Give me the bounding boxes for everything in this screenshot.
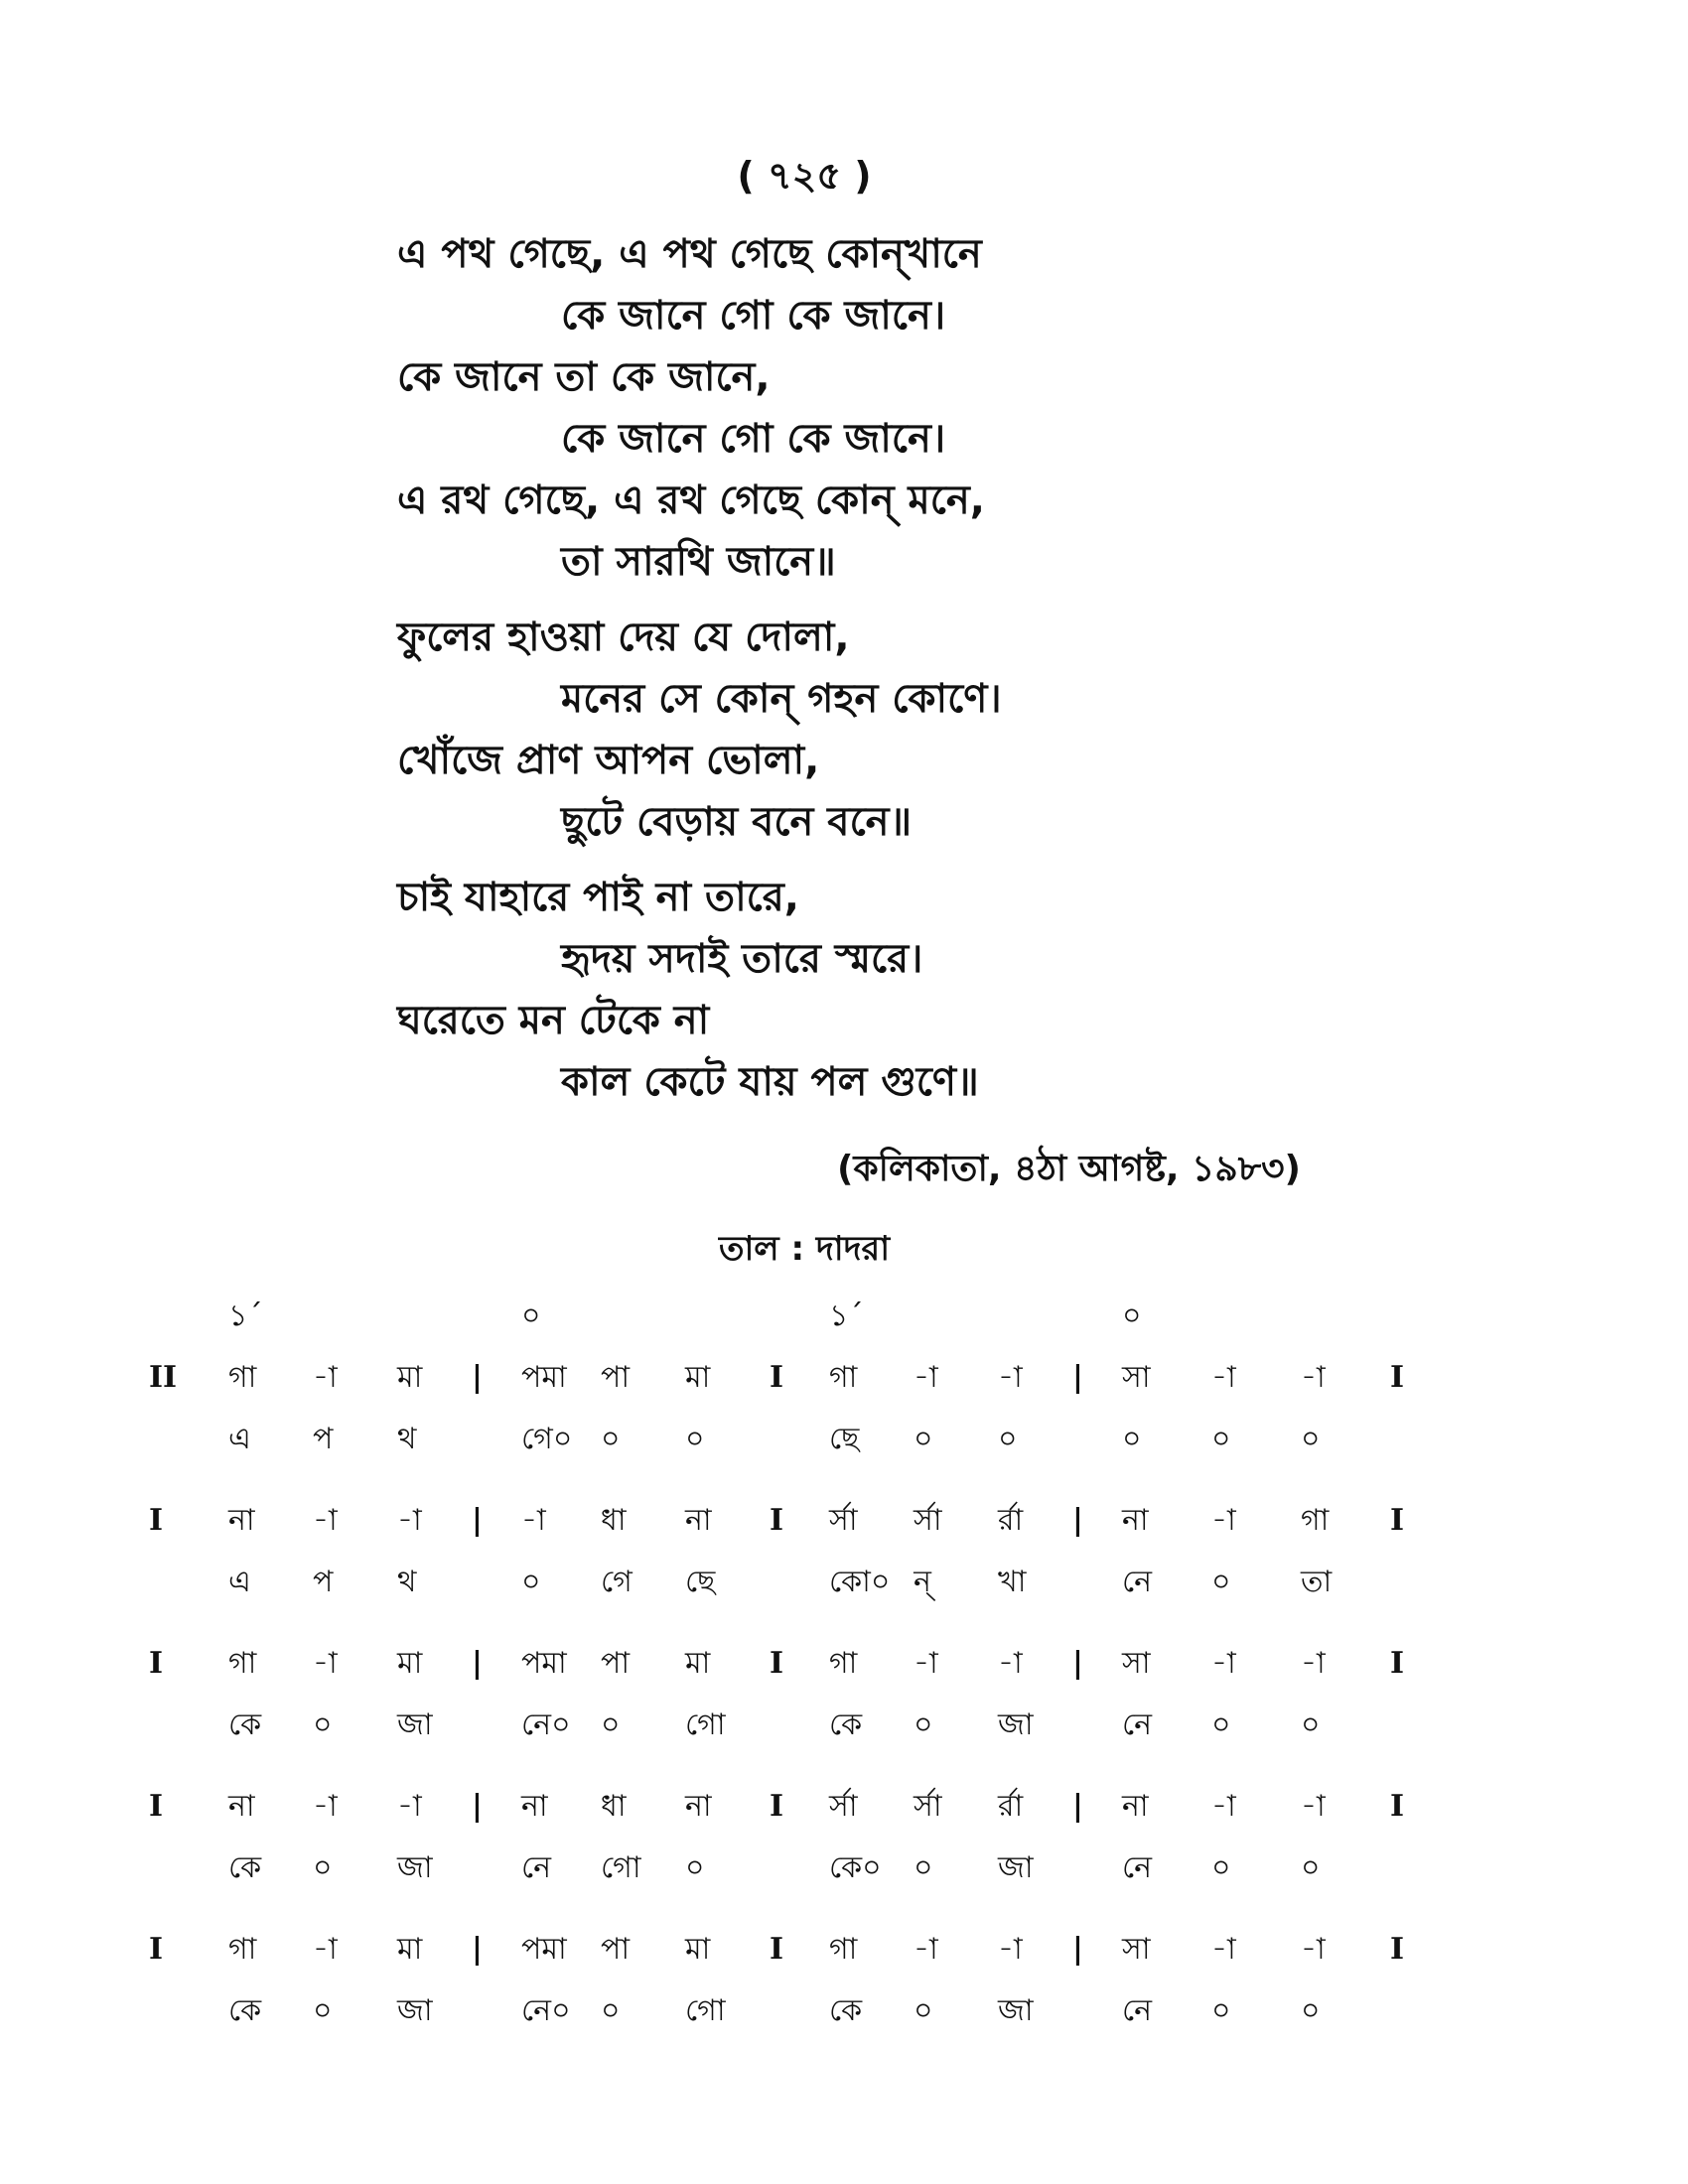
note-cell: গা — [1301, 1503, 1330, 1538]
note-cell: -া — [1211, 1646, 1236, 1681]
row-gap — [770, 1613, 829, 1633]
row-gap — [1211, 1899, 1301, 1919]
row-gap — [998, 1613, 1072, 1633]
syllable-cell — [1390, 1838, 1450, 1899]
note-cell: মা — [685, 1646, 711, 1681]
syllable-cell: ০ — [1301, 1422, 1321, 1456]
note-cell: -া — [1301, 1360, 1326, 1395]
syllable-cell: কে — [228, 1993, 262, 2028]
row-gap — [1072, 1756, 1122, 1776]
spacer — [1301, 1286, 1390, 1347]
bar-line: | — [472, 1789, 483, 1824]
stanza — [397, 223, 1390, 593]
syllable-cell: ০ — [914, 1850, 933, 1885]
syllable-cell — [472, 1552, 521, 1613]
syllable-cell — [770, 1552, 829, 1613]
syllable-cell — [770, 1695, 829, 1756]
row-gap — [397, 1613, 472, 1633]
syllable-cell: ০ — [601, 1422, 621, 1456]
syllable-cell: ০ — [601, 1993, 621, 2028]
syllable-cell — [770, 1838, 829, 1899]
syllable-cell: ০ — [1211, 1850, 1231, 1885]
lyric-line: কাল কেটে যায় পল গুণে॥ — [561, 1059, 979, 1105]
row-gap — [998, 1470, 1072, 1490]
beat-marker: ১´ — [829, 1298, 864, 1333]
syllable-cell: ০ — [914, 1422, 933, 1456]
syllable-cell — [149, 1552, 228, 1613]
syllable-cell: ০ — [685, 1850, 705, 1885]
syllable-cell: কে — [829, 1707, 863, 1742]
row-gap — [521, 1756, 601, 1776]
row-gap — [601, 1613, 685, 1633]
notation-grid — [149, 1286, 1450, 2042]
date-line: (কলিকাতা, ৪ঠা আগষ্ট, ১৯৮৩) — [837, 1149, 1301, 1189]
syllable-cell — [149, 1409, 228, 1470]
bar-line: I — [770, 1932, 784, 1967]
note-cell: মা — [397, 1360, 423, 1395]
syllable-cell: ০ — [1211, 1993, 1231, 2028]
spacer — [601, 1286, 685, 1347]
bar-line: | — [472, 1646, 483, 1681]
note-cell: -া — [313, 1646, 338, 1681]
row-gap — [521, 1899, 601, 1919]
syllable-cell: কো০ — [829, 1565, 891, 1599]
spacer — [1390, 1286, 1450, 1347]
row-gap — [228, 1470, 313, 1490]
row-gap — [914, 1613, 998, 1633]
syllable-cell — [472, 1838, 521, 1899]
note-cell: গা — [228, 1360, 257, 1395]
row-gap — [1390, 1613, 1450, 1633]
row-gap — [228, 1756, 313, 1776]
note-cell: না — [1122, 1503, 1149, 1538]
syllable-cell: থ — [397, 1422, 417, 1456]
note-cell: ধা — [601, 1503, 627, 1538]
stanza — [397, 867, 1390, 1113]
bar-line: I — [149, 1789, 164, 1824]
lyric-line: ফুলের হাওয়া দেয় যে দোলা, — [397, 614, 850, 660]
note-cell: গা — [228, 1932, 257, 1967]
note-cell: -া — [998, 1360, 1023, 1395]
spacer — [1211, 1286, 1301, 1347]
bar-line: | — [1072, 1932, 1083, 1967]
row-gap — [829, 1470, 914, 1490]
lyric-line: এ পথ গেছে, এ পথ গেছে কোন্‌খানে — [397, 231, 982, 277]
note-cell: র্সা — [829, 1503, 858, 1538]
syllable-cell: জা — [998, 1707, 1034, 1742]
row-gap — [1211, 1756, 1301, 1776]
row-gap — [998, 1756, 1072, 1776]
syllable-cell: ছে — [685, 1565, 716, 1599]
row-gap — [685, 1899, 770, 1919]
note-cell: -া — [1211, 1360, 1236, 1395]
row-gap — [601, 1899, 685, 1919]
lyric-line: তা সারথি জানে॥ — [561, 539, 836, 585]
row-gap — [829, 1899, 914, 1919]
syllable-cell — [1390, 1695, 1450, 1756]
note-cell: -া — [1211, 1503, 1236, 1538]
syllable-cell — [770, 1409, 829, 1470]
note-cell: -া — [1301, 1789, 1326, 1824]
note-cell: পমা — [521, 1360, 567, 1395]
note-cell: -া — [313, 1789, 338, 1824]
row-gap — [397, 1756, 472, 1776]
row-gap — [685, 1470, 770, 1490]
note-cell: না — [685, 1789, 712, 1824]
beat-marker: ১´ — [228, 1298, 263, 1333]
syllable-cell: ০ — [1301, 1707, 1321, 1742]
row-gap — [1122, 1470, 1211, 1490]
syllable-cell — [472, 1409, 521, 1470]
row-gap — [685, 1613, 770, 1633]
syllable-cell: গো — [601, 1850, 641, 1885]
lyric-line: চাই যাহারে পাই না তারে, — [397, 875, 799, 920]
syllable-cell — [1072, 1838, 1122, 1899]
syllable-cell: প — [313, 1422, 334, 1456]
row-gap — [601, 1756, 685, 1776]
bar-line: I — [1390, 1789, 1405, 1824]
syllable-cell: গো — [685, 1993, 726, 2028]
syllable-cell: ০ — [1301, 1993, 1321, 2028]
row-gap — [1211, 1613, 1301, 1633]
syllable-cell: কে — [829, 1993, 863, 2028]
syllable-cell: এ — [228, 1565, 251, 1599]
syllable-cell: নে — [1122, 1565, 1153, 1599]
row-gap — [397, 1899, 472, 1919]
note-cell: পা — [601, 1360, 631, 1395]
bar-line: | — [1072, 1503, 1083, 1538]
note-cell: ধা — [601, 1789, 627, 1824]
row-gap — [998, 1899, 1072, 1919]
note-cell: গা — [228, 1646, 257, 1681]
syllable-cell: নে — [1122, 1707, 1153, 1742]
note-cell: -া — [914, 1932, 938, 1967]
bar-line: I — [149, 1932, 164, 1967]
syllable-cell: গো — [685, 1707, 726, 1742]
syllable-cell: ০ — [313, 1993, 333, 2028]
note-cell: সা — [1122, 1932, 1151, 1967]
syllable-cell: ন্ — [914, 1565, 931, 1599]
row-gap — [914, 1470, 998, 1490]
note-cell: -া — [1301, 1646, 1326, 1681]
stanza — [397, 607, 1390, 853]
note-cell: মা — [685, 1360, 711, 1395]
note-cell: না — [228, 1503, 255, 1538]
lyric-line: এ রথ গেছে, এ রথ গেছে কোন্ মনে, — [397, 478, 985, 523]
row-gap — [397, 1470, 472, 1490]
note-cell: -া — [313, 1503, 338, 1538]
bar-line: I — [149, 1646, 164, 1681]
lyrics — [397, 223, 1390, 1127]
note-cell: গা — [829, 1932, 858, 1967]
row-gap — [228, 1613, 313, 1633]
syllable-cell — [149, 1980, 228, 2042]
row-gap — [521, 1470, 601, 1490]
row-gap — [770, 1756, 829, 1776]
syllable-cell: নে — [1122, 1993, 1153, 2028]
note-cell: গা — [829, 1646, 858, 1681]
row-gap — [829, 1756, 914, 1776]
row-gap — [1301, 1899, 1390, 1919]
syllable-cell: প — [313, 1565, 334, 1599]
syllable-cell — [1072, 1695, 1122, 1756]
syllable-cell: জা — [397, 1993, 433, 2028]
note-cell: -া — [313, 1932, 338, 1967]
row-gap — [1301, 1613, 1390, 1633]
syllable-cell — [1390, 1980, 1450, 2042]
row-gap — [1301, 1470, 1390, 1490]
note-cell: র্সা — [914, 1789, 942, 1824]
syllable-cell — [1390, 1552, 1450, 1613]
row-gap — [472, 1613, 521, 1633]
syllable-cell: তা — [1301, 1565, 1333, 1599]
row-gap — [228, 1899, 313, 1919]
note-cell: পমা — [521, 1932, 567, 1967]
note-cell: র্রা — [998, 1503, 1024, 1538]
note-cell: সা — [1122, 1360, 1151, 1395]
bar-line: I — [1390, 1360, 1405, 1395]
spacer — [472, 1286, 521, 1347]
syllable-cell — [1072, 1552, 1122, 1613]
bar-line: | — [472, 1360, 483, 1395]
syllable-cell: ০ — [1211, 1422, 1231, 1456]
note-cell: -া — [914, 1646, 938, 1681]
syllable-cell: কে০ — [829, 1850, 882, 1885]
syllable-cell: গে — [601, 1565, 633, 1599]
note-cell: -া — [521, 1503, 546, 1538]
note-cell: মা — [397, 1646, 423, 1681]
lyric-line: খোঁজে প্রাণ আপন ভোলা, — [397, 738, 820, 783]
syllable-cell: জা — [998, 1850, 1034, 1885]
syllable-cell: ০ — [521, 1565, 541, 1599]
bar-line: | — [1072, 1360, 1083, 1395]
spacer — [1072, 1286, 1122, 1347]
row-gap — [1122, 1613, 1211, 1633]
row-gap — [829, 1613, 914, 1633]
row-gap — [1390, 1470, 1450, 1490]
row-gap — [149, 1613, 228, 1633]
bar-line: | — [1072, 1789, 1083, 1824]
lyric-line: কে জানে তা কে জানে, — [397, 354, 771, 400]
row-gap — [914, 1899, 998, 1919]
syllable-cell: ০ — [685, 1422, 705, 1456]
syllable-cell: ছে — [829, 1422, 860, 1456]
note-cell: পা — [601, 1646, 631, 1681]
syllable-cell: নে — [1122, 1850, 1153, 1885]
note-cell: -া — [1211, 1789, 1236, 1824]
syllable-cell: ০ — [1211, 1565, 1231, 1599]
syllable-cell — [149, 1838, 228, 1899]
row-gap — [313, 1756, 397, 1776]
row-gap — [1390, 1756, 1450, 1776]
bar-line: I — [770, 1360, 784, 1395]
row-gap — [1072, 1899, 1122, 1919]
syllable-cell: ০ — [601, 1707, 621, 1742]
note-cell: সা — [1122, 1646, 1151, 1681]
syllable-cell: গে০ — [521, 1422, 573, 1456]
syllable-cell: ০ — [998, 1422, 1018, 1456]
syllable-cell — [770, 1980, 829, 2042]
syllable-cell — [472, 1980, 521, 2042]
note-cell: -া — [1301, 1932, 1326, 1967]
bar-line: | — [472, 1932, 483, 1967]
syllable-cell: জা — [397, 1707, 433, 1742]
note-cell: মা — [397, 1932, 423, 1967]
row-gap — [1122, 1756, 1211, 1776]
note-cell: -া — [397, 1503, 422, 1538]
note-cell: না — [228, 1789, 255, 1824]
bar-line: I — [770, 1646, 784, 1681]
spacer — [770, 1286, 829, 1347]
row-gap — [685, 1756, 770, 1776]
row-gap — [1211, 1470, 1301, 1490]
row-gap — [149, 1899, 228, 1919]
bar-line: | — [472, 1503, 483, 1538]
note-cell: -া — [1211, 1932, 1236, 1967]
spacer — [149, 1286, 228, 1347]
syllable-cell — [149, 1695, 228, 1756]
syllable-cell: কে — [228, 1850, 262, 1885]
row-gap — [472, 1756, 521, 1776]
row-gap — [1122, 1899, 1211, 1919]
row-gap — [149, 1470, 228, 1490]
note-cell: মা — [685, 1932, 711, 1967]
syllable-cell — [1390, 1409, 1450, 1470]
note-cell: -া — [998, 1646, 1023, 1681]
note-cell: -া — [313, 1360, 338, 1395]
row-gap — [521, 1613, 601, 1633]
lyric-line: মনের সে কোন্ গহন কোণে। — [561, 676, 1002, 722]
note-cell: না — [521, 1789, 548, 1824]
syllable-cell: নে — [521, 1850, 552, 1885]
row-gap — [472, 1899, 521, 1919]
bar-line: I — [770, 1503, 784, 1538]
bar-line: I — [770, 1789, 784, 1824]
syllable-cell: ০ — [1122, 1422, 1142, 1456]
syllable-cell: ০ — [313, 1707, 333, 1742]
row-gap — [149, 1756, 228, 1776]
syllable-cell — [1072, 1409, 1122, 1470]
syllable-cell: থ — [397, 1565, 417, 1599]
tala-heading: তাল : দাদরা — [718, 1229, 891, 1269]
spacer — [914, 1286, 998, 1347]
row-gap — [313, 1899, 397, 1919]
syllable-cell: এ — [228, 1422, 251, 1456]
bar-line: I — [149, 1503, 164, 1538]
bar-line: | — [1072, 1646, 1083, 1681]
lyric-line: ঘরেতে মন টেকে না — [397, 998, 710, 1043]
note-cell: গা — [829, 1360, 858, 1395]
note-cell: -া — [914, 1360, 938, 1395]
note-cell: পা — [601, 1932, 631, 1967]
bar-line: I — [1390, 1646, 1405, 1681]
page-number: ( ৭২৫ ) — [737, 154, 872, 198]
bar-line: I — [1390, 1932, 1405, 1967]
syllable-cell: কে — [228, 1707, 262, 1742]
syllable-cell: ০ — [914, 1707, 933, 1742]
note-cell: না — [685, 1503, 712, 1538]
row-gap — [914, 1756, 998, 1776]
row-gap — [770, 1470, 829, 1490]
row-gap — [1390, 1899, 1450, 1919]
note-cell: র্রা — [998, 1789, 1024, 1824]
spacer — [998, 1286, 1072, 1347]
note-cell: র্সা — [914, 1503, 942, 1538]
bar-line: II — [149, 1360, 178, 1395]
beat-marker: ০ — [1122, 1298, 1142, 1333]
spacer — [397, 1286, 472, 1347]
beat-marker: ০ — [521, 1298, 541, 1333]
syllable-cell: নে০ — [521, 1707, 571, 1742]
note-cell: পমা — [521, 1646, 567, 1681]
row-gap — [313, 1613, 397, 1633]
syllable-cell: নে০ — [521, 1993, 571, 2028]
lyric-line: কে জানে গো কে জানে। — [561, 293, 946, 339]
syllable-cell: ০ — [313, 1850, 333, 1885]
note-cell: -া — [998, 1932, 1023, 1967]
syllable-cell: জা — [397, 1850, 433, 1885]
syllable-cell: খা — [998, 1565, 1027, 1599]
row-gap — [1072, 1470, 1122, 1490]
syllable-cell — [1072, 1980, 1122, 2042]
syllable-cell: জা — [998, 1993, 1034, 2028]
row-gap — [1301, 1756, 1390, 1776]
spacer — [313, 1286, 397, 1347]
syllable-cell: ০ — [1301, 1850, 1321, 1885]
syllable-cell: ০ — [914, 1993, 933, 2028]
notation — [149, 1286, 1450, 2042]
spacer — [685, 1286, 770, 1347]
lyric-line: হৃদয় সদাই তারে স্মরে। — [561, 936, 923, 982]
lyric-line: কে জানে গো কে জানে। — [561, 416, 946, 462]
lyric-line: ছুটে বেড়ায় বনে বনে॥ — [561, 799, 913, 845]
note-cell: র্সা — [829, 1789, 858, 1824]
row-gap — [472, 1470, 521, 1490]
bar-line: I — [1390, 1503, 1405, 1538]
row-gap — [1072, 1613, 1122, 1633]
syllable-cell: ০ — [1211, 1707, 1231, 1742]
note-cell: না — [1122, 1789, 1149, 1824]
row-gap — [313, 1470, 397, 1490]
row-gap — [601, 1470, 685, 1490]
row-gap — [770, 1899, 829, 1919]
note-cell: -া — [397, 1789, 422, 1824]
syllable-cell — [472, 1695, 521, 1756]
